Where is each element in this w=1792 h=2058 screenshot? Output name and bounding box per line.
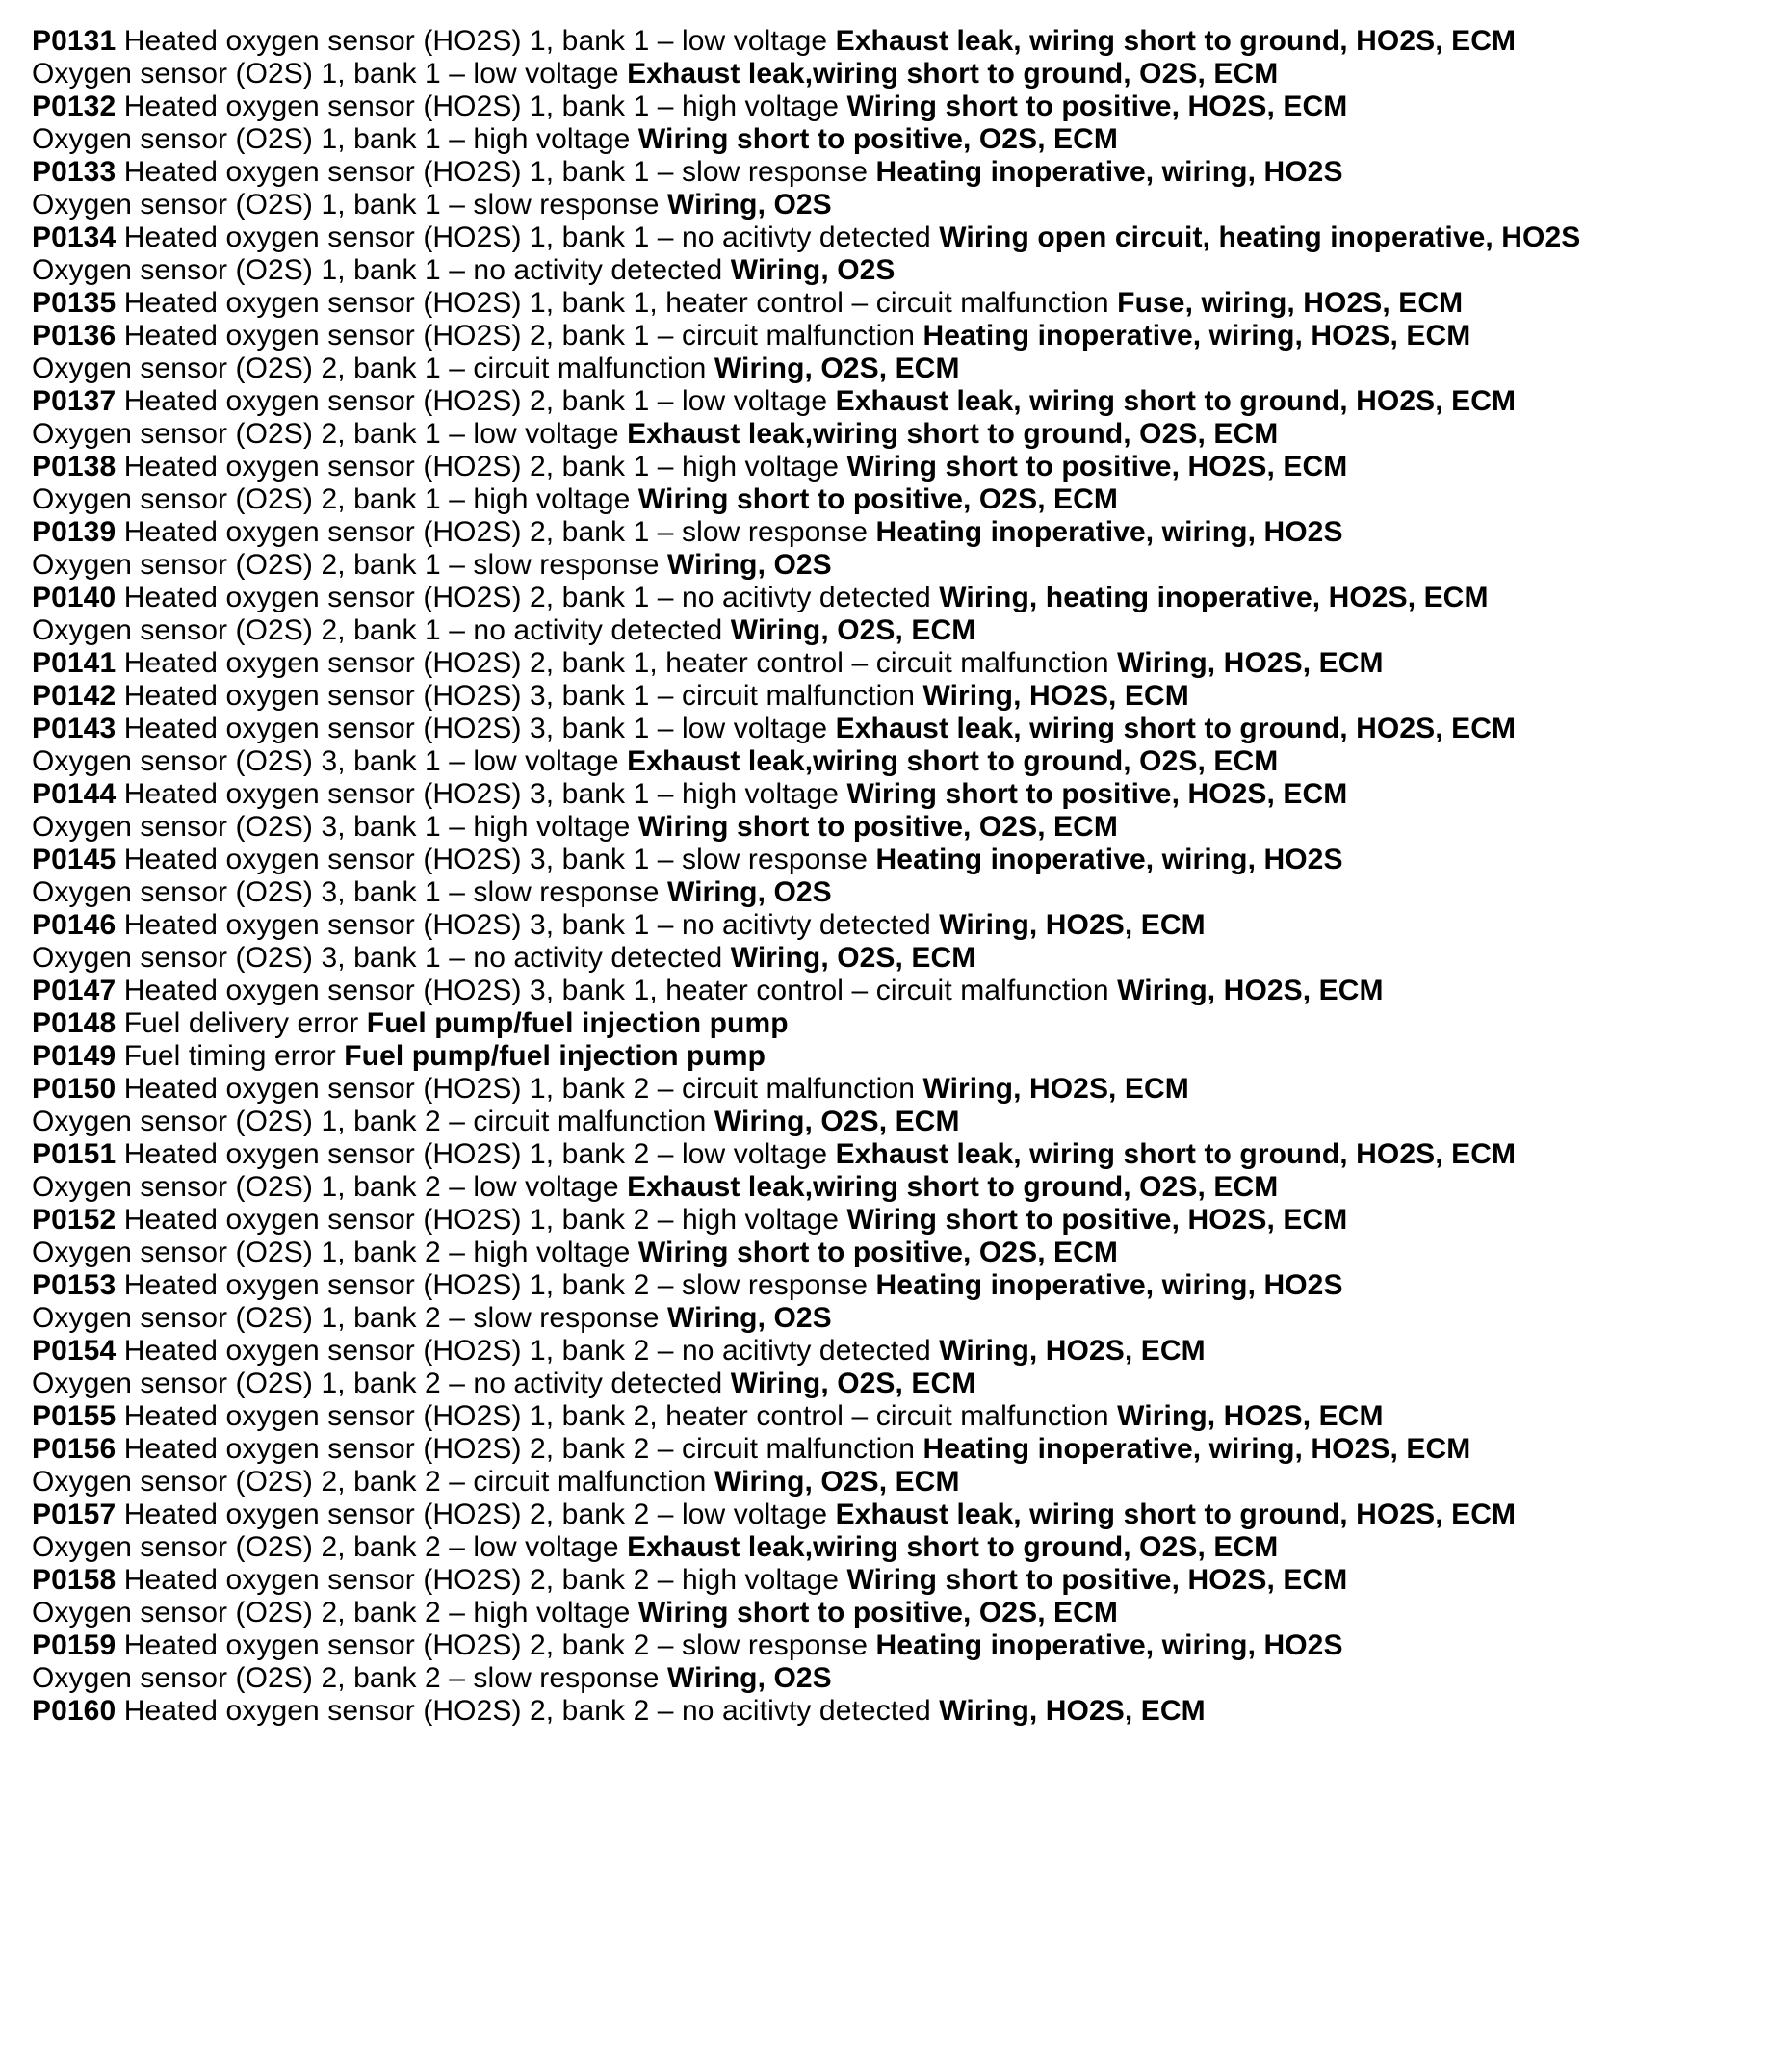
dtc-entry [32,975,1770,1007]
dtc-description: Heated oxygen sensor (HO2S) 2, bank 2 – high voltage [123,1564,839,1596]
dtc-description: Oxygen sensor (O2S) 3, bank 1 – slow response [32,876,660,908]
dtc-probable-cause: Fuel pump/fuel injection pump [366,1007,789,1039]
dtc-description: Heated oxygen sensor (HO2S) 1, bank 1 – high voltage [123,91,839,122]
dtc-probable-cause: Heating inoperative, wiring, HO2S [875,156,1343,188]
dtc-code: P0132 [32,91,117,122]
dtc-entry [32,1498,1770,1531]
dtc-entry [32,549,1770,582]
dtc-entry [32,385,1770,418]
dtc-code: P0134 [32,221,117,253]
dtc-code: P0152 [32,1204,117,1236]
dtc-description: Heated oxygen sensor (HO2S) 3, bank 1 – no acitivty detected [123,909,931,941]
dtc-entry [32,680,1770,713]
dtc-description: Heated oxygen sensor (HO2S) 1, bank 1 – no acitivty detected [123,221,931,253]
dtc-description: Heated oxygen sensor (HO2S) 2, bank 1 – circuit malfunction [123,320,915,352]
dtc-entry [32,1302,1770,1335]
dtc-entry [32,1466,1770,1498]
dtc-code: P0136 [32,320,117,352]
dtc-probable-cause: Exhaust leak,wiring short to ground, O2S, ECM [627,58,1279,90]
dtc-description: Heated oxygen sensor (HO2S) 2, bank 1 – low voltage [123,385,828,417]
dtc-probable-cause: Exhaust leak, wiring short to ground, HO2S, ECM [835,713,1517,744]
dtc-entry [32,287,1770,320]
dtc-code: P0141 [32,647,117,679]
dtc-code: P0149 [32,1040,117,1072]
dtc-probable-cause: Wiring short to positive, HO2S, ECM [846,778,1348,810]
dtc-description: Oxygen sensor (O2S) 2, bank 2 – high voltage [32,1597,631,1628]
dtc-description: Oxygen sensor (O2S) 1, bank 2 – no activity detected [32,1368,723,1399]
dtc-probable-cause: Wiring short to positive, O2S, ECM [637,811,1119,843]
dtc-probable-cause: Exhaust leak, wiring short to ground, HO2S, ECM [835,1138,1517,1170]
dtc-entry [32,418,1770,451]
dtc-probable-cause: Exhaust leak,wiring short to ground, O2S, ECM [627,418,1279,450]
dtc-probable-cause: Wiring, HO2S, ECM [922,1073,1189,1105]
dtc-entry [32,1204,1770,1237]
dtc-code: P0151 [32,1138,117,1170]
dtc-code: P0154 [32,1335,117,1367]
dtc-description: Heated oxygen sensor (HO2S) 3, bank 1 – high voltage [123,778,839,810]
dtc-entry [32,352,1770,385]
dtc-probable-cause: Heating inoperative, wiring, HO2S [875,1629,1343,1661]
dtc-code: P0133 [32,156,117,188]
dtc-code: P0156 [32,1433,117,1465]
dtc-probable-cause: Heating inoperative, wiring, HO2S [875,516,1343,548]
dtc-entry [32,844,1770,876]
dtc-description: Fuel timing error [123,1040,336,1072]
dtc-code: P0157 [32,1498,117,1530]
dtc-entry [32,1106,1770,1138]
dtc-probable-cause: Wiring short to positive, HO2S, ECM [846,1564,1348,1596]
dtc-entry [32,582,1770,614]
dtc-description: Heated oxygen sensor (HO2S) 2, bank 2 – no acitivty detected [123,1695,931,1727]
dtc-code: P0140 [32,582,117,613]
dtc-description: Heated oxygen sensor (HO2S) 1, bank 2 – low voltage [123,1138,828,1170]
dtc-probable-cause: Exhaust leak, wiring short to ground, HO2S, ECM [835,1498,1517,1530]
dtc-description: Oxygen sensor (O2S) 2, bank 1 – no activity detected [32,614,723,646]
dtc-entry [32,320,1770,352]
dtc-entry [32,221,1770,254]
dtc-probable-cause: Wiring short to positive, O2S, ECM [637,123,1119,155]
dtc-probable-cause: Wiring, O2S [730,254,896,286]
dtc-probable-cause: Exhaust leak,wiring short to ground, O2S, ECM [627,1171,1279,1203]
dtc-description: Heated oxygen sensor (HO2S) 2, bank 1 – slow response [123,516,869,548]
dtc-probable-cause: Wiring, O2S, ECM [714,1106,960,1137]
dtc-description: Oxygen sensor (O2S) 1, bank 1 – low voltage [32,58,619,90]
dtc-entry [32,1335,1770,1368]
dtc-probable-cause: Wiring, HO2S, ECM [939,1335,1206,1367]
dtc-description: Oxygen sensor (O2S) 2, bank 2 – circuit malfunction [32,1466,707,1498]
dtc-probable-cause: Wiring short to positive, HO2S, ECM [846,451,1348,482]
dtc-description: Oxygen sensor (O2S) 2, bank 2 – slow response [32,1662,660,1694]
dtc-description: Heated oxygen sensor (HO2S) 2, bank 2 – slow response [123,1629,869,1661]
dtc-description: Heated oxygen sensor (HO2S) 2, bank 1 – no acitivty detected [123,582,931,613]
dtc-description: Oxygen sensor (O2S) 2, bank 1 – circuit malfunction [32,352,707,384]
dtc-description: Fuel delivery error [123,1007,359,1039]
dtc-description: Oxygen sensor (O2S) 1, bank 2 – slow response [32,1302,660,1334]
dtc-description: Heated oxygen sensor (HO2S) 2, bank 1 – high voltage [123,451,839,482]
dtc-description: Oxygen sensor (O2S) 3, bank 1 – no activity detected [32,942,723,974]
dtc-description: Oxygen sensor (O2S) 1, bank 2 – circuit malfunction [32,1106,707,1137]
dtc-entry [32,156,1770,189]
dtc-entry [32,451,1770,483]
dtc-description: Oxygen sensor (O2S) 2, bank 1 – slow response [32,549,660,581]
dtc-entry [32,1007,1770,1040]
dtc-description: Heated oxygen sensor (HO2S) 2, bank 1, heater control – circuit malfunction [123,647,1109,679]
dtc-probable-cause: Wiring, HO2S, ECM [1117,975,1384,1006]
dtc-probable-cause: Fuse, wiring, HO2S, ECM [1117,287,1464,319]
dtc-description: Oxygen sensor (O2S) 1, bank 2 – high voltage [32,1237,631,1268]
dtc-description: Oxygen sensor (O2S) 1, bank 1 – slow response [32,189,660,221]
dtc-description: Heated oxygen sensor (HO2S) 3, bank 1 – slow response [123,844,869,875]
dtc-description: Oxygen sensor (O2S) 1, bank 1 – no activity detected [32,254,723,286]
dtc-code: P0142 [32,680,117,712]
dtc-entry [32,1629,1770,1662]
dtc-description: Heated oxygen sensor (HO2S) 1, bank 2 – no acitivty detected [123,1335,931,1367]
dtc-entry [32,876,1770,909]
dtc-entry [32,1433,1770,1466]
dtc-entry [32,189,1770,221]
dtc-code: P0138 [32,451,117,482]
dtc-probable-cause: Wiring, O2S, ECM [730,614,976,646]
dtc-description: Heated oxygen sensor (HO2S) 2, bank 2 – low voltage [123,1498,828,1530]
dtc-entry [32,1400,1770,1433]
dtc-description: Heated oxygen sensor (HO2S) 1, bank 2 – circuit malfunction [123,1073,915,1105]
dtc-entry [32,516,1770,549]
dtc-description: Heated oxygen sensor (HO2S) 2, bank 2 – circuit malfunction [123,1433,915,1465]
dtc-code: P0147 [32,975,117,1006]
dtc-description: Oxygen sensor (O2S) 1, bank 2 – low voltage [32,1171,619,1203]
dtc-code: P0131 [32,25,117,57]
dtc-probable-cause: Wiring, heating inoperative, HO2S, ECM [939,582,1489,613]
dtc-code: P0143 [32,713,117,744]
dtc-entry [32,483,1770,516]
dtc-list [32,25,1770,1728]
dtc-probable-cause: Wiring, HO2S, ECM [922,680,1189,712]
dtc-entry [32,1073,1770,1106]
dtc-probable-cause: Wiring short to positive, O2S, ECM [637,483,1119,515]
dtc-probable-cause: Heating inoperative, wiring, HO2S [875,844,1343,875]
dtc-code: P0139 [32,516,117,548]
dtc-description: Heated oxygen sensor (HO2S) 1, bank 2, heater control – circuit malfunction [123,1400,1109,1432]
dtc-entry [32,909,1770,942]
dtc-probable-cause: Wiring, HO2S, ECM [1117,1400,1384,1432]
dtc-description: Oxygen sensor (O2S) 3, bank 1 – low voltage [32,745,619,777]
dtc-description: Oxygen sensor (O2S) 2, bank 1 – high voltage [32,483,631,515]
dtc-probable-cause: Heating inoperative, wiring, HO2S [875,1269,1343,1301]
dtc-probable-cause: Fuel pump/fuel injection pump [344,1040,766,1072]
dtc-entry [32,1564,1770,1597]
dtc-probable-cause: Exhaust leak,wiring short to ground, O2S, ECM [627,1531,1279,1563]
dtc-description: Heated oxygen sensor (HO2S) 1, bank 2 – high voltage [123,1204,839,1236]
dtc-code: P0144 [32,778,117,810]
dtc-entry [32,811,1770,844]
dtc-probable-cause: Wiring, O2S [666,1302,832,1334]
dtc-code: P0150 [32,1073,117,1105]
dtc-entry [32,1531,1770,1564]
dtc-probable-cause: Wiring short to positive, HO2S, ECM [846,1204,1348,1236]
dtc-entry [32,745,1770,778]
dtc-code: P0137 [32,385,117,417]
dtc-entry [32,1138,1770,1171]
dtc-entry [32,1695,1770,1728]
dtc-entry [32,25,1770,58]
dtc-probable-cause: Wiring, O2S [666,549,832,581]
dtc-code: P0159 [32,1629,117,1661]
dtc-code: P0145 [32,844,117,875]
dtc-entry [32,1171,1770,1204]
dtc-entry [32,1368,1770,1400]
dtc-entry [32,1269,1770,1302]
dtc-code: P0148 [32,1007,117,1039]
dtc-probable-cause: Wiring short to positive, O2S, ECM [637,1237,1119,1268]
dtc-description: Oxygen sensor (O2S) 2, bank 2 – low voltage [32,1531,619,1563]
dtc-probable-cause: Wiring, O2S [666,876,832,908]
dtc-description: Oxygen sensor (O2S) 1, bank 1 – high voltage [32,123,631,155]
dtc-probable-cause: Wiring, O2S [666,189,832,221]
dtc-code: P0146 [32,909,117,941]
dtc-entry [32,647,1770,680]
dtc-probable-cause: Heating inoperative, wiring, HO2S, ECM [922,320,1471,352]
dtc-probable-cause: Exhaust leak,wiring short to ground, O2S, ECM [627,745,1279,777]
dtc-probable-cause: Exhaust leak, wiring short to ground, HO2S, ECM [835,385,1517,417]
dtc-probable-cause: Wiring, O2S, ECM [730,1368,976,1399]
dtc-probable-cause: Wiring short to positive, HO2S, ECM [846,91,1348,122]
dtc-entry [32,123,1770,156]
dtc-description: Heated oxygen sensor (HO2S) 1, bank 1, heater control – circuit malfunction [123,287,1109,319]
dtc-entry [32,58,1770,91]
dtc-probable-cause: Wiring, O2S, ECM [730,942,976,974]
dtc-description: Oxygen sensor (O2S) 2, bank 1 – low voltage [32,418,619,450]
dtc-code: P0153 [32,1269,117,1301]
dtc-code: P0158 [32,1564,117,1596]
dtc-probable-cause: Wiring short to positive, O2S, ECM [637,1597,1119,1628]
dtc-entry [32,942,1770,975]
dtc-entry [32,1597,1770,1629]
dtc-entry [32,91,1770,123]
dtc-description: Heated oxygen sensor (HO2S) 1, bank 2 – slow response [123,1269,869,1301]
dtc-description: Heated oxygen sensor (HO2S) 3, bank 1, heater control – circuit malfunction [123,975,1109,1006]
dtc-probable-cause: Heating inoperative, wiring, HO2S, ECM [922,1433,1471,1465]
dtc-probable-cause: Wiring, HO2S, ECM [939,909,1206,941]
dtc-entry [32,254,1770,287]
dtc-code: P0160 [32,1695,117,1727]
dtc-probable-cause: Wiring, O2S [666,1662,832,1694]
dtc-probable-cause: Exhaust leak, wiring short to ground, HO2S, ECM [835,25,1517,57]
dtc-description: Heated oxygen sensor (HO2S) 3, bank 1 – circuit malfunction [123,680,915,712]
dtc-entry [32,1237,1770,1269]
dtc-description: Heated oxygen sensor (HO2S) 1, bank 1 – slow response [123,156,869,188]
dtc-description: Heated oxygen sensor (HO2S) 1, bank 1 – low voltage [123,25,828,57]
dtc-probable-cause: Wiring, HO2S, ECM [939,1695,1206,1727]
dtc-probable-cause: Wiring, O2S, ECM [714,352,960,384]
dtc-entry [32,1662,1770,1695]
dtc-entry [32,778,1770,811]
dtc-probable-cause: Wiring, O2S, ECM [714,1466,960,1498]
dtc-code: P0155 [32,1400,117,1432]
dtc-entry [32,713,1770,745]
dtc-description: Oxygen sensor (O2S) 3, bank 1 – high voltage [32,811,631,843]
dtc-probable-cause: Wiring, HO2S, ECM [1117,647,1384,679]
dtc-description: Heated oxygen sensor (HO2S) 3, bank 1 – low voltage [123,713,828,744]
dtc-probable-cause: Wiring open circuit, heating inoperative, HO2S [939,221,1581,253]
dtc-entry [32,614,1770,647]
dtc-entry [32,1040,1770,1073]
dtc-code: P0135 [32,287,117,319]
